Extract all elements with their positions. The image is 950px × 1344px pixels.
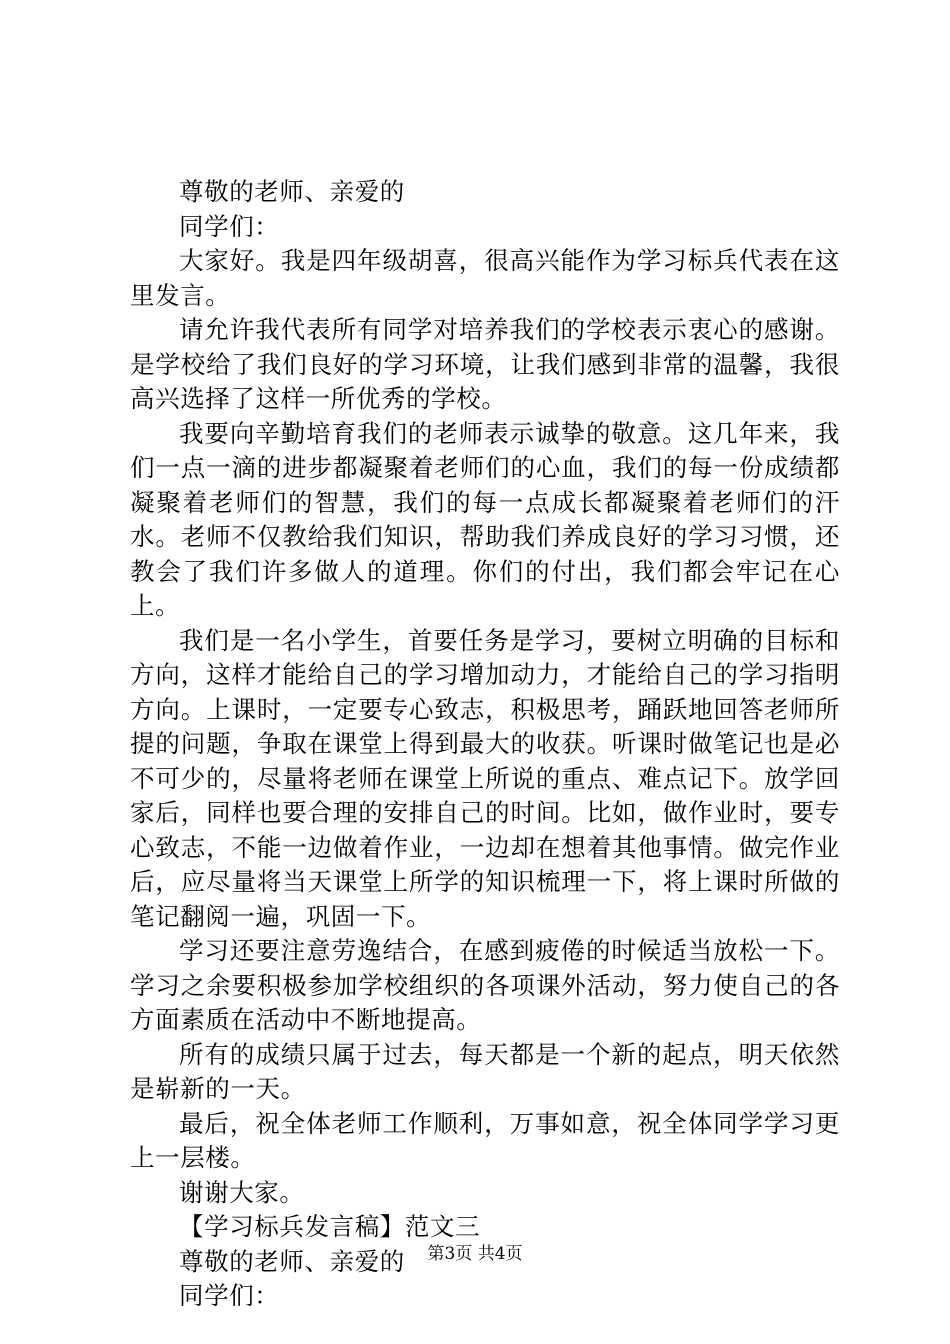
paragraph-study-methods: 我们是一名小学生，首要任务是学习，要树立明确的目标和方向，这样才能给自己的学习增加动力，才能给自己的学习指明方向。上课时，一定要专心致志，积极思考，踊跃地回答老师所提的问题，争取在课堂上得到最大的收获。听课时做笔记也是必不可少的，尽量将老师在课堂上所说的重点、难点记下。放学回家后，同样也要合理的安排自己的时间。比如，做作业时，要专心致志，不能一边做着作业，一边却在想着其他事情。做完作业后，应尽量将当天课堂上所学的知识梳理一下，将上课时所做的笔记翻阅一遍，巩固一下。 bbox=[130, 625, 840, 931]
salutation-line-4: 同学们： bbox=[179, 1281, 280, 1310]
salutation-line-3: 尊敬的老师、亲爱的 bbox=[179, 1246, 405, 1276]
section-heading: 【学习标兵发言稿】范文三 bbox=[179, 1212, 481, 1241]
paragraph-thanks-teachers: 我要向辛勤培育我们的老师表示诚挚的敬意。这几年来，我们一点一滴的进步都凝聚着老师们的心血，我们的每一份成绩都凝聚着老师们的智慧，我们的每一点成长都凝聚着老师们的汗水。老师不仅教给我们知识，帮助我们养成良好的学习习惯，还教会了我们许多做人的道理。你们的付出，我们都会牢记在心上。 bbox=[130, 418, 840, 620]
paragraph-wishes: 最后，祝全体老师工作顺利，万事如意，祝全体同学学习更上一层楼。 bbox=[130, 1108, 840, 1172]
paragraph-work-rest: 学习还要注意劳逸结合，在感到疲倦的时候适当放松一下。学习之余要积极参加学校组织的各项课外活动，努力使自己的各方面素质在活动中不断地提高。 bbox=[130, 936, 840, 1034]
paragraph-closing: 谢谢大家。 bbox=[179, 1177, 305, 1207]
page-number: 第3页 共4页 bbox=[427, 1244, 523, 1264]
salutation-line-1: 尊敬的老师、亲爱的 bbox=[179, 177, 405, 206]
paragraph-greeting: 大家好。我是四年级胡喜，很高兴能作为学习标兵代表在这里发言。 bbox=[130, 246, 840, 310]
paragraph-thanks-school: 请允许我代表所有同学对培养我们的学校表示衷心的感谢。是学校给了我们良好的学习环境，让我们感到非常的温馨，我很高兴选择了这样一所优秀的学校。 bbox=[130, 315, 840, 413]
paragraph-new-start: 所有的成绩只属于过去，每天都是一个新的起点，明天依然是崭新的一天。 bbox=[130, 1039, 840, 1103]
document-body bbox=[130, 175, 840, 1314]
salutation-line-2: 同学们： bbox=[179, 211, 280, 241]
